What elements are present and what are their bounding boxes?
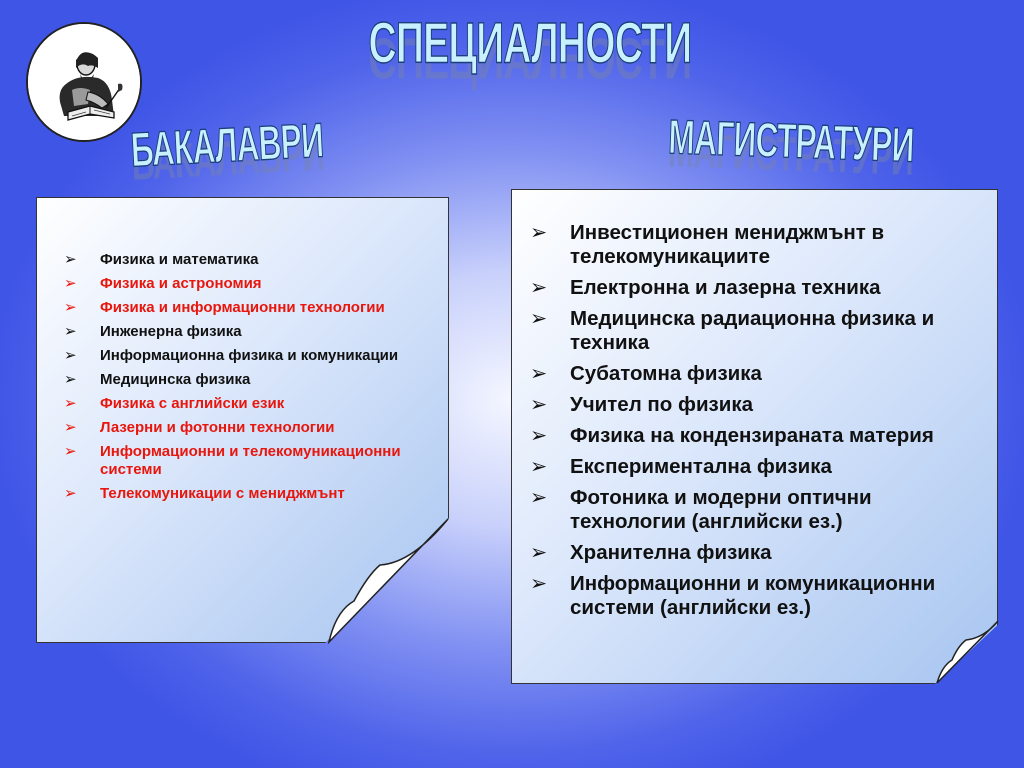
arrow-bullet-icon: ➢ xyxy=(530,424,548,447)
bachelors-item xyxy=(64,299,424,317)
bachelors-item xyxy=(64,371,424,389)
masters-list xyxy=(530,221,980,627)
bachelors-item-label: Информационна физика и комуникации xyxy=(100,347,399,364)
masters-item xyxy=(530,572,980,620)
arrow-bullet-icon: ➢ xyxy=(530,307,548,330)
arrow-bullet-icon: ➢ xyxy=(530,541,548,564)
masters-item xyxy=(530,362,980,386)
bachelors-item-label: Физика и математика xyxy=(100,251,259,268)
arrow-bullet-icon: ➢ xyxy=(64,347,77,364)
masters-item xyxy=(530,276,980,300)
bachelors-item-label: Телекомуникации с мениджмънт xyxy=(100,485,345,502)
bachelors-item-label: Физика и информационни технологии xyxy=(100,299,385,316)
arrow-bullet-icon: ➢ xyxy=(530,455,548,478)
arrow-bullet-icon: ➢ xyxy=(64,371,77,388)
main-title: СПЕЦИАЛНОСТИ xyxy=(368,10,692,76)
bachelors-item xyxy=(64,419,424,437)
bachelors-title: БАКАЛАВРИ xyxy=(129,113,325,178)
arrow-bullet-icon: ➢ xyxy=(530,362,548,385)
masters-item-label: Информационни и комуникационни системи (английски ез.) xyxy=(570,572,936,619)
masters-item xyxy=(530,455,980,479)
bachelors-item-label: Лазерни и фотонни технологии xyxy=(100,419,335,436)
masters-item-label: Електронна и лазерна техника xyxy=(570,276,881,299)
bachelors-item-label: Информационни и телекомуникационни системи xyxy=(100,443,401,478)
arrow-bullet-icon: ➢ xyxy=(530,276,548,299)
bachelors-item-label: Физика с английски език xyxy=(100,395,285,412)
bachelors-item xyxy=(64,275,424,293)
arrow-bullet-icon: ➢ xyxy=(64,485,77,502)
arrow-bullet-icon: ➢ xyxy=(530,393,548,416)
masters-item xyxy=(530,221,980,269)
arrow-bullet-icon: ➢ xyxy=(530,221,548,244)
bachelors-item xyxy=(64,251,424,269)
bachelors-item xyxy=(64,347,424,365)
arrow-bullet-icon: ➢ xyxy=(64,299,77,316)
arrow-bullet-icon: ➢ xyxy=(530,486,548,509)
masters-item-label: Инвестиционен мениджмънт в телекомуникациите xyxy=(570,221,885,268)
masters-item xyxy=(530,393,980,417)
arrow-bullet-icon: ➢ xyxy=(64,395,77,412)
masters-item xyxy=(530,541,980,565)
scholar-writing-icon xyxy=(28,24,140,140)
masters-item xyxy=(530,307,980,355)
bachelors-list xyxy=(64,251,424,509)
masters-item-label: Фотоника и модерни оптични технологии (английски ез.) xyxy=(570,486,872,533)
arrow-bullet-icon: ➢ xyxy=(64,419,77,436)
arrow-bullet-icon: ➢ xyxy=(64,323,77,340)
bachelors-item-label: Физика и астрономия xyxy=(100,275,262,292)
masters-title: МАГИСТРАТУРИ xyxy=(667,110,915,173)
logo xyxy=(26,22,142,142)
masters-item-label: Медицинска радиационна физика и техника xyxy=(570,307,935,354)
bachelors-item xyxy=(64,323,424,341)
arrow-bullet-icon: ➢ xyxy=(64,251,77,268)
masters-item-label: Експериментална физика xyxy=(570,455,832,478)
arrow-bullet-icon: ➢ xyxy=(64,275,77,292)
arrow-bullet-icon: ➢ xyxy=(64,443,77,460)
bachelors-item xyxy=(64,485,424,503)
masters-item-label: Физика на кондензираната материя xyxy=(570,424,934,447)
arrow-bullet-icon: ➢ xyxy=(530,572,548,595)
masters-item-label: Субатомна физика xyxy=(570,362,762,385)
bachelors-item-label: Инженерна физика xyxy=(100,323,242,340)
bachelors-item xyxy=(64,395,424,413)
masters-panel-fold xyxy=(928,618,1000,686)
bachelors-item-label: Медицинска физика xyxy=(100,371,251,388)
masters-item xyxy=(530,486,980,534)
bachelors-panel-fold xyxy=(320,515,450,645)
masters-item-label: Учител по физика xyxy=(570,393,754,416)
bachelors-item xyxy=(64,443,424,479)
masters-item-label: Хранителна физика xyxy=(570,541,772,564)
masters-item xyxy=(530,424,980,448)
